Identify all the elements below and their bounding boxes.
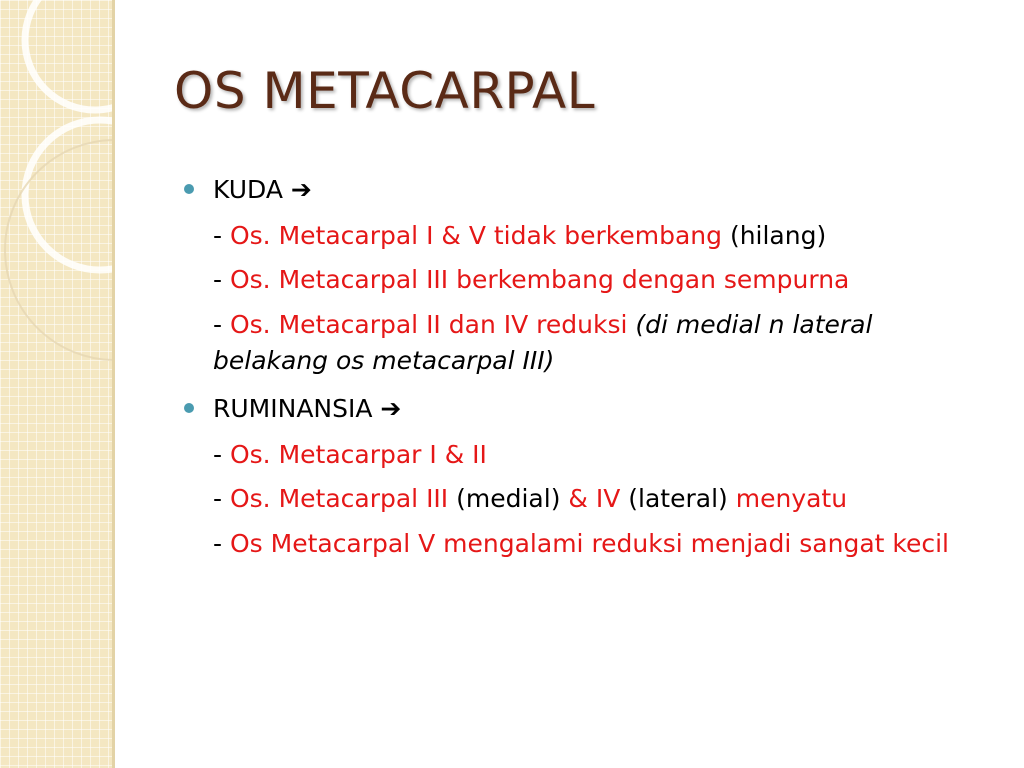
sub-item: - Os. Metacarpal I & V tidak berkembang (hilang) [213, 221, 827, 250]
bullet-label: KUDA [213, 175, 283, 204]
bullet-kuda [184, 170, 984, 210]
bullet-dot-icon [184, 403, 194, 413]
bullet-dot-icon [184, 184, 194, 194]
decorative-circles [0, 0, 112, 768]
bullet-ruminansia [184, 389, 984, 429]
sub-item: - Os. Metacarpar I & II [213, 440, 487, 469]
sub-item: - Os. Metacarpal III (medial) & IV (lateral) menyatu [213, 484, 848, 514]
sub-item: - Os. Metacarpal II dan IV reduksi (di medial n lateral belakang os metacarpal III) [213, 309, 873, 375]
arrow-right-icon: ➔ [380, 394, 402, 423]
slide-title: OS METACARPAL [174, 62, 596, 120]
slide-content [184, 170, 984, 562]
bullet-label: RUMINANSIA [213, 394, 373, 423]
arrow-right-icon: ➔ [290, 175, 312, 204]
sidebar-edge [112, 0, 115, 768]
sub-item: - Os. Metacarpal III berkembang dengan sempurna [213, 265, 850, 295]
decorative-sidebar [0, 0, 112, 768]
sub-item: - Os Metacarpal V mengalami reduksi menjadi sangat kecil [213, 528, 949, 558]
